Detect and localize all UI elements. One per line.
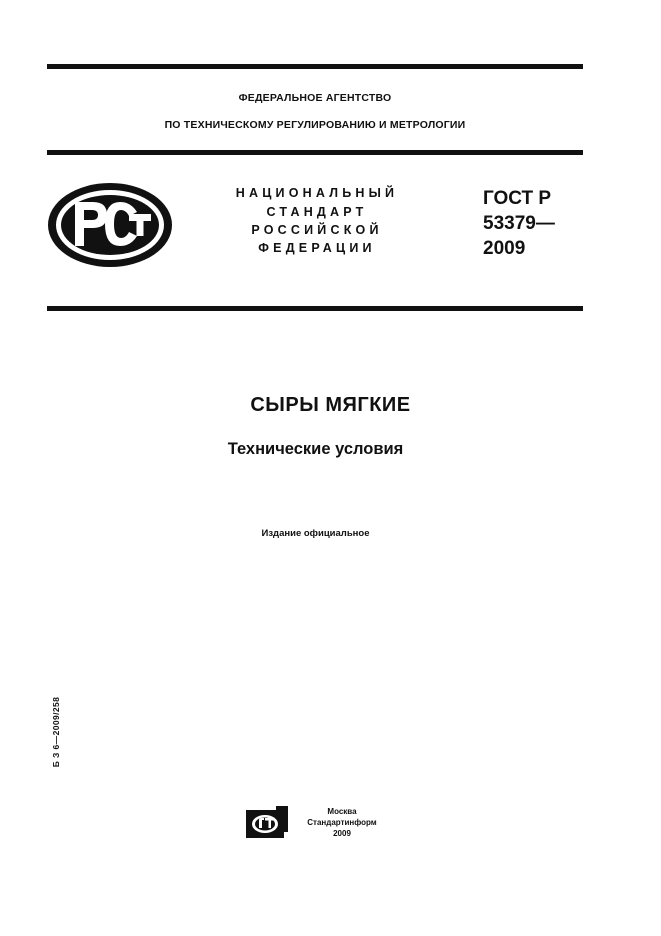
top-rule [47,64,583,69]
standard-type-line-1: НАЦИОНАЛЬНЫЙ [235,186,399,200]
document-title: СЫРЫ МЯГКИЕ [250,394,411,416]
header-bottom-rule [47,306,583,311]
standard-type-line-3: РОССИЙСКОЙ [251,223,383,237]
gost-designation-line-2: 53379— [483,213,555,234]
agency-name-line-2: ПО ТЕХНИЧЕСКОМУ РЕГУЛИРОВАНИЮ И МЕТРОЛОГИИ [164,119,466,131]
standard-type-line-2: СТАНДАРТ [266,205,368,219]
gost-designation-line-3: 2009 [483,238,526,259]
side-code: Б З 6—2009/258 [51,696,61,768]
publisher-name: Стандартинформ [307,818,377,827]
edition-note: Издание официальное [261,528,370,539]
standartinform-logo-icon [246,806,288,840]
gost-designation-line-1: ГОСТ Р [483,188,552,209]
agency-name-line-1: ФЕДЕРАЛЬНОЕ АГЕНТСТВО [238,92,392,104]
publisher-city: Москва [327,807,357,816]
publisher-imprint [296,806,388,839]
standard-type-line-4: ФЕДЕРАЦИИ [258,241,376,255]
publisher-year: 2009 [333,829,351,838]
header-rule [47,150,583,155]
document-subtitle: Технические условия [227,440,404,458]
rst-certification-mark-icon [45,180,175,270]
